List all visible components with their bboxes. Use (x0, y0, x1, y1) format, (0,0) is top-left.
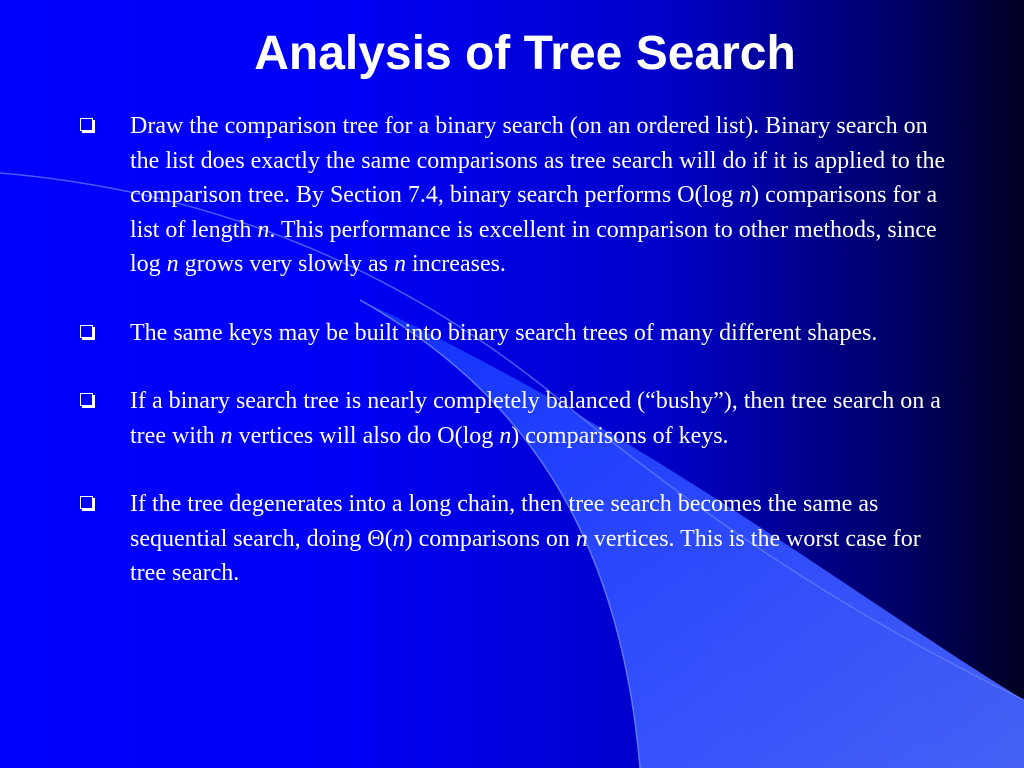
text-run: increases. (405, 251, 506, 277)
bullet-item (0, 487, 962, 591)
bullet-text (130, 491, 921, 586)
text-run: ) comparisons for a list of length (130, 182, 938, 243)
bullet-list (0, 109, 1024, 591)
bullet-text (130, 320, 877, 346)
text-run: vertices will also do O(log (232, 422, 500, 449)
text-run: ) comparisons of keys. (511, 422, 729, 449)
text-run: If the tree degenerates into a long chain, then tree search becomes the same as sequential search, doing Θ( (130, 491, 879, 552)
text-run: . This performance is excellent in comparison to other methods, since log (130, 216, 937, 277)
text-run: vertices. This is the worst case for tree search. (130, 525, 921, 586)
bullet-text (130, 388, 941, 449)
italic-variable: n (499, 422, 512, 449)
checkbox-bullet-icon (80, 393, 93, 406)
checkbox-bullet-icon (80, 496, 93, 509)
italic-variable: n (166, 251, 179, 277)
italic-variable: n (220, 422, 233, 449)
italic-variable: n (393, 251, 406, 277)
italic-variable: n (575, 525, 588, 552)
text-run: If a binary search tree is nearly completely balanced (“bushy”), then tree search on a tree with (130, 388, 941, 449)
italic-variable: n (739, 182, 752, 208)
text-run: ) comparisons on (404, 525, 576, 552)
italic-variable: n (392, 525, 405, 552)
italic-variable: n (257, 216, 270, 243)
checkbox-bullet-icon (80, 118, 93, 131)
text-run: The same keys may be built into binary search trees of many different shapes. (130, 319, 878, 346)
checkbox-bullet-icon (80, 325, 93, 338)
text-run: Draw the comparison tree for a binary search (on an ordered list). Binary search on the list does exactly the same comparisons as tree search will do if it is applied to the comparison tree. By Section 7.4, binary search performs O(log (130, 113, 946, 208)
bullet-text (130, 113, 945, 277)
bullet-item (0, 316, 962, 351)
bullet-item (0, 109, 962, 282)
bullet-item (0, 384, 962, 453)
slide-title: Analysis of Tree Search (254, 27, 796, 80)
text-run: grows very slowly as (178, 251, 394, 277)
